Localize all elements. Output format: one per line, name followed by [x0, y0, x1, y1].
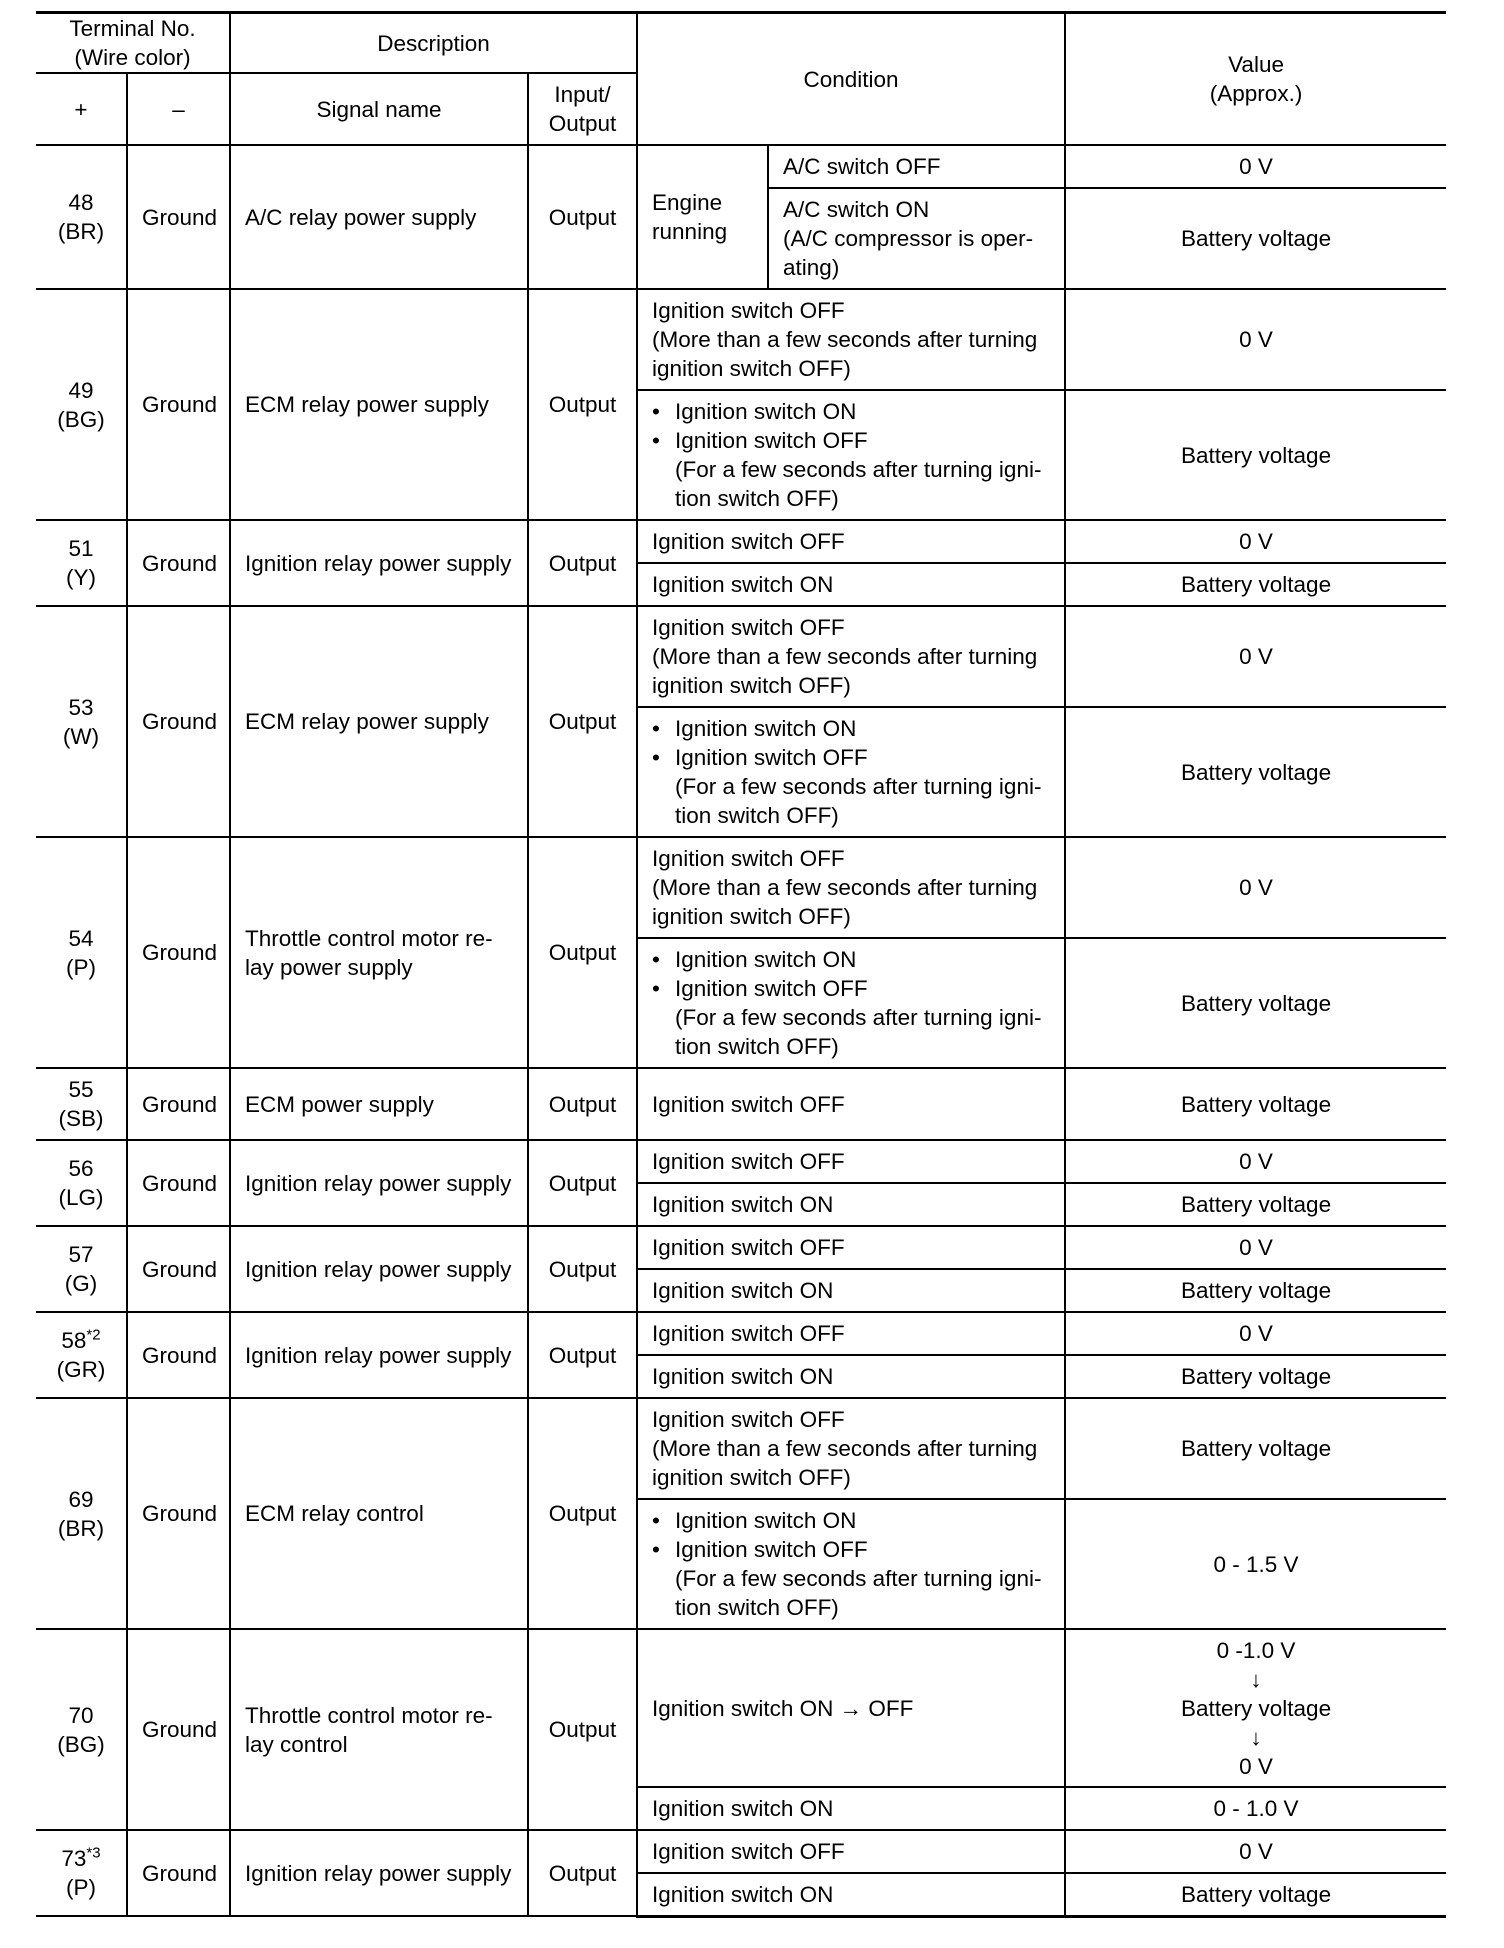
terminal-no-header	[36, 13, 230, 74]
value-cell: Battery voltage	[1065, 938, 1446, 1068]
value-cell: Battery voltage	[1065, 1068, 1446, 1140]
signal-name-cell: A/C relay power supply	[230, 145, 528, 289]
condition-bullet-item: • Ignition switch ON	[652, 1508, 857, 1533]
value-line: Battery voltage	[1181, 1695, 1332, 1721]
condition-line: Ignition switch OFF	[652, 846, 845, 871]
footnote-marker: *3	[86, 1844, 101, 1862]
condition-group-line: Engine	[652, 190, 723, 215]
terminal-number: 54	[68, 925, 94, 951]
io-cell: Output	[528, 145, 637, 289]
terminal-number: 69	[68, 1486, 94, 1512]
terminal-number-cell	[36, 1398, 127, 1629]
terminal-number-cell	[36, 1226, 127, 1312]
value-cell: 0 V	[1065, 1830, 1446, 1873]
value-cell: Battery voltage	[1065, 1355, 1446, 1398]
io-cell: Output	[528, 289, 637, 520]
table-row	[36, 289, 1446, 390]
condition-line: (More than a few seconds after turning	[652, 875, 1038, 900]
signal-name-header: Signal name	[230, 73, 528, 145]
terminal-number-cell	[36, 606, 127, 837]
condition-cell	[637, 289, 1065, 390]
signal-name-cell: ECM relay control	[230, 1398, 528, 1629]
wire-color: (BR)	[57, 1515, 105, 1541]
terminal-number-cell	[36, 1312, 127, 1398]
condition-line: (More than a few seconds after turning	[652, 644, 1038, 669]
condition-bullet-item: • Ignition switch OFF	[652, 745, 868, 770]
terminal-number: 70	[68, 1702, 94, 1728]
condition-cell	[637, 606, 1065, 707]
signal-line: Throttle control motor re-	[245, 925, 493, 951]
terminal-spec-table	[36, 11, 1446, 1918]
value-cell: Battery voltage	[1065, 1873, 1446, 1916]
wire-color: (BG)	[57, 1731, 105, 1757]
terminal-number-cell	[36, 837, 127, 1068]
table-row	[36, 1140, 1446, 1183]
terminal-number-cell	[36, 145, 127, 289]
terminal-number-cell	[36, 1629, 127, 1830]
io-cell: Output	[528, 1398, 637, 1629]
input-label: Input/	[554, 82, 611, 107]
value-line: 0 -1.0 V	[1216, 1637, 1296, 1663]
condition-note: tion switch OFF)	[675, 486, 839, 511]
footnote-marker: *2	[86, 1326, 101, 1344]
value-header	[1065, 13, 1446, 146]
value-cell: Battery voltage	[1065, 188, 1446, 289]
condition-line: ignition switch OFF)	[652, 904, 851, 929]
value-cell: 0 V	[1065, 1140, 1446, 1183]
condition-line: ignition switch OFF)	[652, 1465, 851, 1490]
terminal-number: 51	[68, 536, 94, 561]
ground-cell: Ground	[127, 1140, 230, 1226]
terminal-number-cell	[36, 1830, 127, 1916]
signal-name-cell	[230, 837, 528, 1068]
condition-group-line: running	[652, 219, 728, 244]
terminal-number: 58$^{*2}$	[61, 1326, 101, 1353]
signal-line: lay control	[245, 1731, 348, 1757]
value-cell: 0 - 1.5 V	[1065, 1499, 1446, 1629]
bullet-icon: •	[652, 716, 660, 741]
signal-line: lay power supply	[245, 954, 413, 980]
io-cell: Output	[528, 520, 637, 606]
condition-cell	[768, 188, 1065, 289]
condition-cell: Ignition switch ON	[637, 1269, 1065, 1312]
terminal-number: 56	[68, 1156, 94, 1181]
value-cell: Battery voltage	[1065, 563, 1446, 606]
terminal-number: 57	[68, 1242, 94, 1267]
bullet-icon: •	[652, 399, 660, 424]
condition-bullet-item: • Ignition switch OFF	[652, 428, 868, 453]
table-row	[36, 145, 1446, 188]
condition-note: tion switch OFF)	[675, 803, 839, 828]
io-cell: Output	[528, 1830, 637, 1916]
description-header: Description	[230, 13, 637, 74]
value-cell: Battery voltage	[1065, 390, 1446, 520]
condition-bullet-item: • Ignition switch OFF	[652, 976, 868, 1001]
input-output-header	[528, 73, 637, 145]
ground-cell: Ground	[127, 837, 230, 1068]
terminal-number: 55	[68, 1077, 94, 1102]
ground-cell: Ground	[127, 289, 230, 520]
bullet-icon: •	[652, 745, 660, 770]
terminal-number-cell	[36, 1140, 127, 1226]
io-cell: Output	[528, 837, 637, 1068]
condition-cell	[637, 1499, 1065, 1629]
value-line: 0 V	[1239, 1753, 1273, 1779]
condition-header: Condition	[637, 13, 1065, 146]
io-cell: Output	[528, 1068, 637, 1140]
wire-color: (Y)	[66, 565, 96, 590]
wire-color: (P)	[66, 1875, 96, 1900]
io-cell: Output	[528, 1312, 637, 1398]
value-cell: 0 V	[1065, 837, 1446, 938]
approx-label: (Approx.)	[1209, 81, 1303, 106]
condition-cell: Ignition switch OFF	[637, 1226, 1065, 1269]
table-row	[36, 520, 1446, 563]
condition-note: (For a few seconds after turning igni-	[675, 1566, 1042, 1591]
signal-name-cell: Ignition relay power supply	[230, 1830, 528, 1916]
wire-color: (LG)	[58, 1185, 104, 1210]
condition-bullet-item: • Ignition switch ON	[652, 399, 857, 424]
value-cell	[1065, 1629, 1446, 1787]
plus-header: +	[36, 73, 127, 145]
value-cell: 0 - 1.0 V	[1065, 1787, 1446, 1830]
wire-color: (BR)	[57, 219, 105, 244]
condition-line: ignition switch OFF)	[652, 673, 851, 698]
condition-cell	[637, 1398, 1065, 1499]
ground-cell: Ground	[127, 520, 230, 606]
bullet-icon: •	[652, 428, 660, 453]
value-cell: Battery voltage	[1065, 1183, 1446, 1226]
signal-name-cell: Ignition relay power supply	[230, 1140, 528, 1226]
value-cell: 0 V	[1065, 1226, 1446, 1269]
table-row	[36, 1830, 1446, 1873]
condition-bullet-item: • Ignition switch ON	[652, 716, 857, 741]
wire-color: (P)	[66, 954, 96, 980]
condition-cell: A/C switch OFF	[768, 145, 1065, 188]
minus-header: –	[127, 73, 230, 145]
table-row	[36, 1398, 1446, 1499]
condition-note: (For a few seconds after turning igni-	[675, 457, 1042, 482]
condition-note: tion switch OFF)	[675, 1034, 839, 1059]
condition-bullet-item: • Ignition switch ON	[652, 947, 857, 972]
condition-line: A/C switch ON	[783, 197, 930, 222]
wire-color: (BG)	[57, 406, 105, 432]
ground-cell: Ground	[127, 1226, 230, 1312]
arrow-down-icon: ↓	[1250, 1666, 1262, 1692]
ground-cell: Ground	[127, 1830, 230, 1916]
io-cell: Output	[528, 606, 637, 837]
condition-line: (A/C compressor is oper-	[783, 226, 1034, 251]
value-cell: 0 V	[1065, 520, 1446, 563]
arrow-down-icon: ↓	[1250, 1724, 1262, 1750]
ground-cell: Ground	[127, 1629, 230, 1830]
table-row	[36, 837, 1446, 938]
ground-cell: Ground	[127, 1068, 230, 1140]
terminal-number: 49	[68, 377, 94, 403]
condition-cell: Ignition switch ON	[637, 1873, 1065, 1916]
io-cell: Output	[528, 1629, 637, 1830]
condition-group-cell	[637, 145, 768, 289]
signal-name-cell: Ignition relay power supply	[230, 520, 528, 606]
signal-line: Throttle control motor re-	[245, 1702, 493, 1728]
table-row	[36, 606, 1446, 707]
signal-name-cell: ECM relay power supply	[230, 606, 528, 837]
condition-cell	[637, 390, 1065, 520]
condition-bullet-item: • Ignition switch OFF	[652, 1537, 868, 1562]
condition-cell	[637, 707, 1065, 837]
table-row	[36, 1629, 1446, 1787]
bullet-icon: •	[652, 976, 660, 1001]
value-cell: 0 V	[1065, 606, 1446, 707]
condition-cell: Ignition switch ON	[637, 1183, 1065, 1226]
signal-name-cell: Ignition relay power supply	[230, 1312, 528, 1398]
ground-cell: Ground	[127, 145, 230, 289]
value-cell: Battery voltage	[1065, 1398, 1446, 1499]
value-cell: 0 V	[1065, 289, 1446, 390]
condition-line: Ignition switch OFF	[652, 298, 845, 323]
condition-cell: Ignition switch OFF	[637, 1830, 1065, 1873]
wire-color: (SB)	[58, 1106, 104, 1131]
terminal-number-cell	[36, 289, 127, 520]
condition-line: Ignition switch OFF	[652, 615, 845, 640]
condition-note: (For a few seconds after turning igni-	[675, 774, 1042, 799]
table-row	[36, 1312, 1446, 1355]
wire-color: (GR)	[56, 1357, 106, 1382]
header-row-1	[36, 13, 1446, 74]
signal-name-cell: ECM power supply	[230, 1068, 528, 1140]
io-cell: Output	[528, 1140, 637, 1226]
signal-name-cell: Ignition relay power supply	[230, 1226, 528, 1312]
signal-name-cell	[230, 1629, 528, 1830]
terminal-number: 48	[68, 190, 94, 215]
condition-cell	[637, 837, 1065, 938]
bullet-icon: •	[652, 1508, 660, 1533]
wire-color: (W)	[62, 723, 100, 749]
terminal-no-label: Terminal No.	[69, 16, 196, 41]
ground-cell: Ground	[127, 1312, 230, 1398]
condition-cell: Ignition switch OFF	[637, 520, 1065, 563]
condition-cell: Ignition switch OFF	[637, 1140, 1065, 1183]
condition-cell: Ignition switch ON	[637, 563, 1065, 606]
table-row	[36, 1226, 1446, 1269]
condition-line: (More than a few seconds after turning	[652, 327, 1038, 352]
condition-line: Ignition switch OFF	[652, 1407, 845, 1432]
value-cell: Battery voltage	[1065, 1269, 1446, 1312]
condition-cell: Ignition switch ON	[637, 1355, 1065, 1398]
condition-cell: Ignition switch ON	[637, 1787, 1065, 1830]
output-label: Output	[548, 111, 617, 136]
value-label: Value	[1228, 52, 1284, 77]
condition-line: ating)	[783, 255, 840, 280]
condition-note: tion switch OFF)	[675, 1595, 839, 1620]
ground-cell: Ground	[127, 606, 230, 837]
value-cell: Battery voltage	[1065, 707, 1446, 837]
condition-cell: Ignition switch OFF	[637, 1312, 1065, 1355]
terminal-number: 73$^{*3}$	[61, 1844, 101, 1871]
condition-line: (More than a few seconds after turning	[652, 1436, 1038, 1461]
value-cell: 0 V	[1065, 1312, 1446, 1355]
wire-color: (G)	[64, 1271, 98, 1296]
condition-cell	[637, 938, 1065, 1068]
value-cell: 0 V	[1065, 145, 1446, 188]
terminal-number-cell	[36, 1068, 127, 1140]
terminal-number: 53	[68, 694, 94, 720]
condition-line: ignition switch OFF)	[652, 356, 851, 381]
condition-cell: Ignition switch OFF	[637, 1068, 1065, 1140]
io-cell: Output	[528, 1226, 637, 1312]
ground-cell: Ground	[127, 1398, 230, 1629]
condition-cell: Ignition switch ON → OFF	[637, 1629, 1065, 1787]
signal-name-cell: ECM relay power supply	[230, 289, 528, 520]
condition-note: (For a few seconds after turning igni-	[675, 1005, 1042, 1030]
wire-color-label: (Wire color)	[74, 45, 191, 70]
bullet-icon: •	[652, 1537, 660, 1562]
bullet-icon: •	[652, 947, 660, 972]
table-row	[36, 1068, 1446, 1140]
terminal-number-cell	[36, 520, 127, 606]
